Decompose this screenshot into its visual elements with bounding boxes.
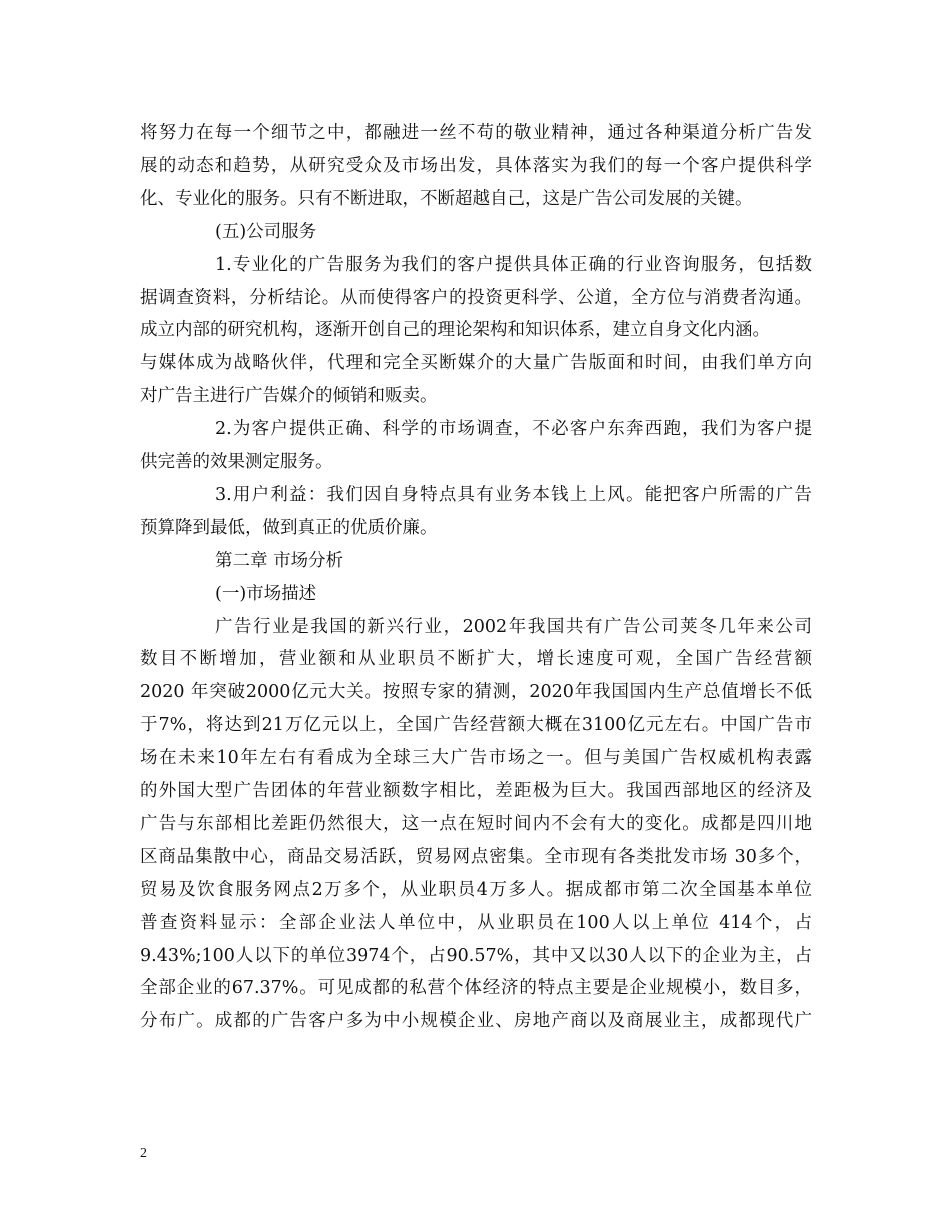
text-line: 9.43%;100人以下的单位3974个，占90.57%，其中又以30人以下的企业为主，占 — [140, 945, 812, 966]
text-line: 场在未来10年左右有看成为全球三大广告市场之一。但与美国广告权威机构表露 — [140, 748, 812, 769]
text-line: 成立内部的研究机构，逐渐开创自己的理论架构和知识体系，建立自身文化内涵。 — [140, 320, 770, 341]
text-line: 全部企业的67.37%。可见成都的私营个体经济的特点主要是企业规模小，数目多， — [140, 978, 812, 999]
text-line: 据调查资料，分析结论。从而使得客户的投资更科学、公道，全方位与消费者沟通。 — [140, 287, 812, 308]
text-line: 化、专业化的服务。只有不断进取，不断超越自己，这是广告公司发展的关键。 — [140, 188, 753, 209]
text-line: 供完善的效果测定服务。 — [140, 452, 333, 472]
text-line: 广告行业是我国的新兴行业，2002年我国共有广告公司荚冬几年来公司 — [215, 616, 812, 637]
text-line: 对广告主进行广告媒介的倾销和贩卖。 — [140, 386, 438, 407]
text-line: 贸易及饮食服务网点2万多个，从业职员4万多人。据成都市第二次全国基本单位 — [140, 879, 812, 900]
text-line: 区商品集散中心，商品交易活跃，贸易网点密集。全市现有各类批发市场 30多个， — [140, 846, 812, 867]
text-line: (五)公司服务 — [215, 221, 317, 242]
text-line: 数目不断增加，营业额和从业职员不断扩大，增长速度可观，全国广告经营额 — [140, 649, 812, 670]
text-line: 第二章 市场分析 — [215, 550, 344, 571]
text-line: 普查资料显示：全部企业法人单位中，从业职员在100人以上单位 414个，占 — [140, 912, 812, 933]
page-number: 2 — [140, 1146, 147, 1161]
text-line: 2.为客户提供正确、科学的市场调查，不必客户东奔西跑，我们为客户提 — [215, 419, 812, 440]
text-line: 将努力在每一个细节之中，都融进一丝不苟的敬业精神，通过各种渠道分析广告发 — [140, 123, 812, 143]
text-line: 广告与东部相比差距仍然很大，这一点在短时间内不会有大的变化。成都是四川地 — [140, 813, 812, 834]
text-line: 2020 年突破2000亿元大关。按照专家的猜测，2020年我国国内生产总值增长不低 — [140, 682, 812, 703]
text-line: 预算降到最低，做到真正的优质价廉。 — [140, 517, 438, 538]
text-line: 1.专业化的广告服务为我们的客户提供具体正确的行业咨询服务，包括数 — [215, 254, 812, 275]
text-line: 与媒体成为战略伙伴，代理和完全买断媒介的大量广告版面和时间，由我们单方向 — [140, 353, 812, 374]
text-line: 3.用户利益：我们因自身特点具有业务本钱上上风。能把客户所需的广告 — [215, 484, 812, 505]
text-line: 的外国大型广告团体的年营业额数字相比，差距极为巨大。我国西部地区的经济及 — [140, 781, 812, 801]
text-line: 展的动态和趋势，从研究受众及市场出发，具体落实为我们的每一个客户提供科学 — [140, 155, 812, 176]
text-line: 分布广。成都的广告客户多为中小规模企业、房地产商以及商展业主，成都现代广 — [140, 1011, 812, 1032]
text-line: (一)市场描述 — [215, 583, 317, 604]
text-line: 于7%，将达到21万亿元以上，全国广告经营额大概在3100亿元左右。中国广告市 — [140, 715, 812, 736]
